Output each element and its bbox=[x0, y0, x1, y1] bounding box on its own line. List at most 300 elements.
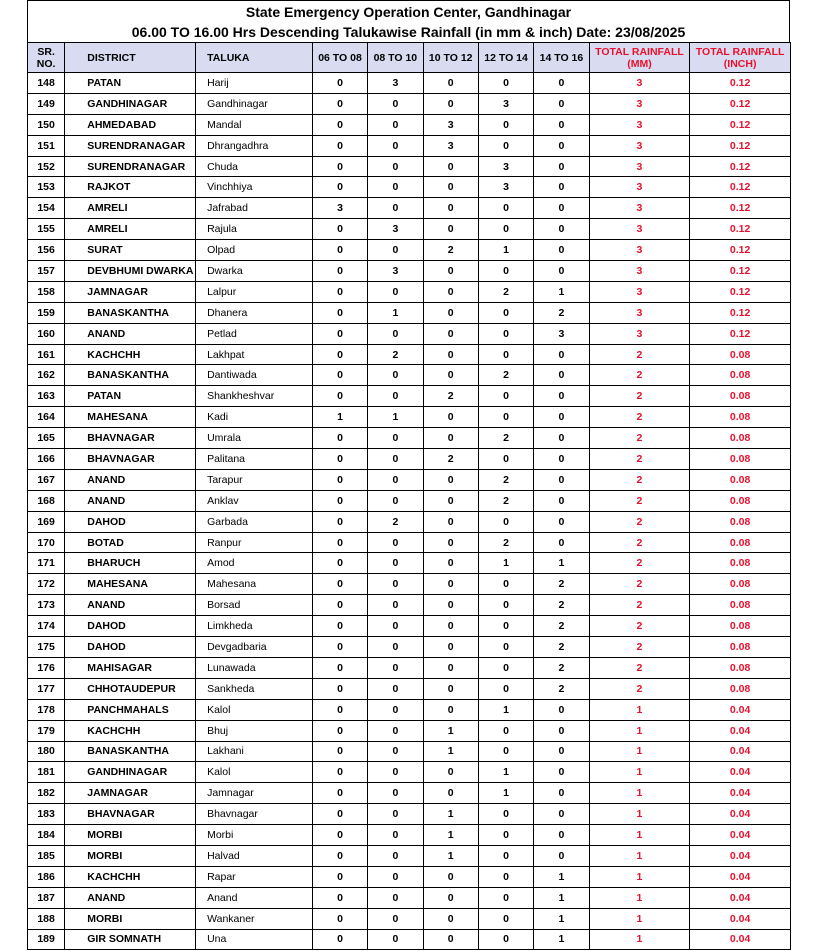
cell-district: ANAND bbox=[65, 595, 196, 616]
cell-total-mm: 2 bbox=[589, 657, 690, 678]
cell-total-mm: 2 bbox=[589, 449, 690, 470]
table-row bbox=[28, 783, 791, 804]
cell-rain-14-16: 0 bbox=[534, 449, 589, 470]
cell-rain-14-16: 2 bbox=[534, 616, 589, 637]
cell-rain-06-08: 0 bbox=[312, 929, 367, 950]
cell-rain-12-14: 2 bbox=[478, 469, 533, 490]
cell-rain-14-16: 0 bbox=[534, 741, 589, 762]
cell-sr-no: 153 bbox=[28, 177, 65, 198]
cell-total-inch: 0.08 bbox=[690, 344, 791, 365]
cell-rain-14-16: 0 bbox=[534, 699, 589, 720]
report-title-block bbox=[27, 0, 790, 42]
cell-district: PANCHMAHALS bbox=[65, 699, 196, 720]
cell-sr-no: 164 bbox=[28, 407, 65, 428]
header-06-08: 06 TO 08 bbox=[312, 43, 367, 73]
cell-sr-no: 159 bbox=[28, 302, 65, 323]
cell-district: BANASKANTHA bbox=[65, 302, 196, 323]
header-10-12: 10 TO 12 bbox=[423, 43, 478, 73]
cell-sr-no: 188 bbox=[28, 908, 65, 929]
cell-rain-06-08: 0 bbox=[312, 323, 367, 344]
table-row bbox=[28, 344, 791, 365]
cell-rain-10-12: 0 bbox=[423, 156, 478, 177]
table-row bbox=[28, 637, 791, 658]
cell-rain-14-16: 0 bbox=[534, 469, 589, 490]
table-row bbox=[28, 135, 791, 156]
cell-rain-06-08: 0 bbox=[312, 511, 367, 532]
table-row bbox=[28, 281, 791, 302]
cell-rain-10-12: 2 bbox=[423, 449, 478, 470]
cell-rain-12-14: 0 bbox=[478, 407, 533, 428]
rainfall-report bbox=[27, 0, 790, 950]
table-row bbox=[28, 804, 791, 825]
cell-district: MORBI bbox=[65, 908, 196, 929]
cell-sr-no: 161 bbox=[28, 344, 65, 365]
cell-sr-no: 169 bbox=[28, 511, 65, 532]
cell-rain-10-12: 1 bbox=[423, 741, 478, 762]
cell-district: MORBI bbox=[65, 825, 196, 846]
cell-district: ANAND bbox=[65, 887, 196, 908]
cell-rain-14-16: 0 bbox=[534, 511, 589, 532]
cell-total-mm: 3 bbox=[589, 156, 690, 177]
cell-rain-14-16: 2 bbox=[534, 637, 589, 658]
cell-sr-no: 177 bbox=[28, 678, 65, 699]
cell-district: PATAN bbox=[65, 386, 196, 407]
cell-taluka: Jamnagar bbox=[196, 783, 313, 804]
cell-rain-06-08: 0 bbox=[312, 553, 367, 574]
cell-rain-14-16: 0 bbox=[534, 177, 589, 198]
cell-rain-12-14: 0 bbox=[478, 302, 533, 323]
cell-rain-10-12: 0 bbox=[423, 365, 478, 386]
cell-taluka: Limkheda bbox=[196, 616, 313, 637]
cell-rain-10-12: 0 bbox=[423, 657, 478, 678]
cell-rain-10-12: 0 bbox=[423, 219, 478, 240]
header-total-mm: TOTAL RAINFALL (MM) bbox=[589, 43, 690, 73]
cell-rain-10-12: 0 bbox=[423, 511, 478, 532]
cell-rain-10-12: 0 bbox=[423, 93, 478, 114]
cell-total-mm: 3 bbox=[589, 219, 690, 240]
cell-rain-08-10: 0 bbox=[368, 156, 423, 177]
cell-rain-06-08: 0 bbox=[312, 240, 367, 261]
cell-taluka: Lalpur bbox=[196, 281, 313, 302]
cell-rain-12-14: 0 bbox=[478, 73, 533, 94]
cell-total-mm: 2 bbox=[589, 407, 690, 428]
cell-rain-06-08: 0 bbox=[312, 595, 367, 616]
cell-rain-06-08: 0 bbox=[312, 302, 367, 323]
cell-rain-14-16: 0 bbox=[534, 365, 589, 386]
table-row bbox=[28, 93, 791, 114]
cell-taluka: Petlad bbox=[196, 323, 313, 344]
cell-rain-12-14: 0 bbox=[478, 219, 533, 240]
cell-rain-12-14: 0 bbox=[478, 595, 533, 616]
cell-rain-08-10: 0 bbox=[368, 595, 423, 616]
cell-rain-14-16: 0 bbox=[534, 73, 589, 94]
cell-total-mm: 3 bbox=[589, 93, 690, 114]
cell-rain-10-12: 0 bbox=[423, 302, 478, 323]
table-row bbox=[28, 156, 791, 177]
cell-total-mm: 2 bbox=[589, 490, 690, 511]
cell-total-mm: 2 bbox=[589, 386, 690, 407]
cell-rain-12-14: 1 bbox=[478, 699, 533, 720]
cell-rain-06-08: 1 bbox=[312, 407, 367, 428]
cell-rain-06-08: 0 bbox=[312, 344, 367, 365]
cell-district: GANDHINAGAR bbox=[65, 93, 196, 114]
cell-total-mm: 1 bbox=[589, 929, 690, 950]
cell-total-inch: 0.04 bbox=[690, 825, 791, 846]
cell-total-inch: 0.08 bbox=[690, 511, 791, 532]
cell-sr-no: 148 bbox=[28, 73, 65, 94]
table-row bbox=[28, 887, 791, 908]
cell-rain-10-12: 3 bbox=[423, 135, 478, 156]
table-row bbox=[28, 386, 791, 407]
cell-total-mm: 2 bbox=[589, 553, 690, 574]
cell-total-inch: 0.08 bbox=[690, 469, 791, 490]
cell-rain-14-16: 0 bbox=[534, 825, 589, 846]
cell-rain-14-16: 0 bbox=[534, 783, 589, 804]
cell-sr-no: 152 bbox=[28, 156, 65, 177]
cell-rain-10-12: 0 bbox=[423, 699, 478, 720]
cell-total-mm: 3 bbox=[589, 281, 690, 302]
cell-rain-12-14: 2 bbox=[478, 428, 533, 449]
cell-total-mm: 1 bbox=[589, 825, 690, 846]
cell-total-inch: 0.08 bbox=[690, 657, 791, 678]
cell-rain-08-10: 0 bbox=[368, 720, 423, 741]
cell-taluka: Dwarka bbox=[196, 261, 313, 282]
cell-district: MAHESANA bbox=[65, 574, 196, 595]
cell-rain-06-08: 0 bbox=[312, 261, 367, 282]
cell-rain-06-08: 0 bbox=[312, 678, 367, 699]
cell-total-inch: 0.04 bbox=[690, 762, 791, 783]
cell-sr-no: 185 bbox=[28, 845, 65, 866]
cell-total-mm: 1 bbox=[589, 804, 690, 825]
cell-total-inch: 0.08 bbox=[690, 553, 791, 574]
cell-sr-no: 162 bbox=[28, 365, 65, 386]
cell-rain-08-10: 0 bbox=[368, 93, 423, 114]
cell-rain-08-10: 0 bbox=[368, 449, 423, 470]
rainfall-table bbox=[27, 42, 791, 950]
cell-total-mm: 2 bbox=[589, 428, 690, 449]
cell-rain-08-10: 0 bbox=[368, 177, 423, 198]
cell-rain-08-10: 0 bbox=[368, 532, 423, 553]
header-row bbox=[28, 43, 791, 73]
cell-rain-12-14: 3 bbox=[478, 156, 533, 177]
cell-sr-no: 165 bbox=[28, 428, 65, 449]
cell-total-inch: 0.04 bbox=[690, 804, 791, 825]
cell-rain-14-16: 2 bbox=[534, 595, 589, 616]
cell-total-mm: 3 bbox=[589, 323, 690, 344]
cell-taluka: Dhrangadhra bbox=[196, 135, 313, 156]
cell-taluka: Devgadbaria bbox=[196, 637, 313, 658]
cell-total-mm: 2 bbox=[589, 616, 690, 637]
cell-rain-10-12: 0 bbox=[423, 553, 478, 574]
cell-rain-10-12: 0 bbox=[423, 177, 478, 198]
cell-district: BANASKANTHA bbox=[65, 741, 196, 762]
cell-total-inch: 0.04 bbox=[690, 783, 791, 804]
cell-rain-06-08: 0 bbox=[312, 908, 367, 929]
cell-taluka: Umrala bbox=[196, 428, 313, 449]
cell-rain-08-10: 1 bbox=[368, 302, 423, 323]
cell-rain-14-16: 3 bbox=[534, 323, 589, 344]
cell-district: BHAVNAGAR bbox=[65, 428, 196, 449]
table-row bbox=[28, 574, 791, 595]
cell-rain-12-14: 0 bbox=[478, 741, 533, 762]
cell-sr-no: 166 bbox=[28, 449, 65, 470]
cell-rain-08-10: 3 bbox=[368, 73, 423, 94]
table-row bbox=[28, 302, 791, 323]
cell-rain-12-14: 3 bbox=[478, 177, 533, 198]
cell-rain-10-12: 1 bbox=[423, 804, 478, 825]
cell-rain-10-12: 0 bbox=[423, 344, 478, 365]
cell-rain-12-14: 2 bbox=[478, 281, 533, 302]
cell-sr-no: 186 bbox=[28, 866, 65, 887]
cell-rain-10-12: 0 bbox=[423, 490, 478, 511]
cell-rain-08-10: 0 bbox=[368, 804, 423, 825]
header-12-14: 12 TO 14 bbox=[478, 43, 533, 73]
cell-sr-no: 179 bbox=[28, 720, 65, 741]
cell-district: AMRELI bbox=[65, 198, 196, 219]
cell-rain-12-14: 0 bbox=[478, 574, 533, 595]
cell-rain-12-14: 3 bbox=[478, 93, 533, 114]
cell-rain-12-14: 0 bbox=[478, 866, 533, 887]
cell-total-mm: 2 bbox=[589, 678, 690, 699]
cell-rain-06-08: 0 bbox=[312, 866, 367, 887]
cell-total-inch: 0.08 bbox=[690, 637, 791, 658]
cell-rain-10-12: 0 bbox=[423, 595, 478, 616]
cell-total-mm: 2 bbox=[589, 595, 690, 616]
cell-total-mm: 1 bbox=[589, 741, 690, 762]
table-row bbox=[28, 407, 791, 428]
cell-rain-06-08: 0 bbox=[312, 720, 367, 741]
cell-sr-no: 175 bbox=[28, 637, 65, 658]
cell-sr-no: 182 bbox=[28, 783, 65, 804]
cell-taluka: Bhuj bbox=[196, 720, 313, 741]
cell-sr-no: 156 bbox=[28, 240, 65, 261]
cell-taluka: Borsad bbox=[196, 595, 313, 616]
cell-district: BANASKANTHA bbox=[65, 365, 196, 386]
table-row bbox=[28, 616, 791, 637]
cell-total-mm: 2 bbox=[589, 637, 690, 658]
cell-total-mm: 2 bbox=[589, 511, 690, 532]
table-row bbox=[28, 553, 791, 574]
cell-taluka: Vinchhiya bbox=[196, 177, 313, 198]
cell-sr-no: 180 bbox=[28, 741, 65, 762]
cell-total-mm: 1 bbox=[589, 699, 690, 720]
cell-sr-no: 187 bbox=[28, 887, 65, 908]
cell-total-inch: 0.04 bbox=[690, 741, 791, 762]
cell-sr-no: 154 bbox=[28, 198, 65, 219]
cell-rain-08-10: 0 bbox=[368, 323, 423, 344]
table-row bbox=[28, 595, 791, 616]
cell-rain-10-12: 1 bbox=[423, 825, 478, 846]
cell-district: ANAND bbox=[65, 490, 196, 511]
cell-taluka: Anklav bbox=[196, 490, 313, 511]
cell-taluka: Harij bbox=[196, 73, 313, 94]
cell-taluka: Olpad bbox=[196, 240, 313, 261]
cell-sr-no: 167 bbox=[28, 469, 65, 490]
cell-rain-08-10: 2 bbox=[368, 511, 423, 532]
cell-district: AHMEDABAD bbox=[65, 114, 196, 135]
cell-rain-08-10: 0 bbox=[368, 198, 423, 219]
cell-total-inch: 0.08 bbox=[690, 407, 791, 428]
cell-rain-10-12: 0 bbox=[423, 281, 478, 302]
table-row bbox=[28, 699, 791, 720]
cell-total-mm: 3 bbox=[589, 302, 690, 323]
cell-rain-06-08: 0 bbox=[312, 156, 367, 177]
cell-rain-06-08: 0 bbox=[312, 887, 367, 908]
table-row bbox=[28, 762, 791, 783]
cell-district: MAHISAGAR bbox=[65, 657, 196, 678]
cell-rain-12-14: 0 bbox=[478, 114, 533, 135]
report-title: State Emergency Operation Center, Gandhinagar bbox=[245, 4, 572, 20]
cell-taluka: Lunawada bbox=[196, 657, 313, 678]
cell-district: GIR SOMNATH bbox=[65, 929, 196, 950]
cell-taluka: Kalol bbox=[196, 699, 313, 720]
table-row bbox=[28, 365, 791, 386]
table-row bbox=[28, 261, 791, 282]
cell-rain-10-12: 0 bbox=[423, 929, 478, 950]
table-row bbox=[28, 469, 791, 490]
cell-rain-08-10: 0 bbox=[368, 762, 423, 783]
cell-sr-no: 163 bbox=[28, 386, 65, 407]
table-row bbox=[28, 908, 791, 929]
cell-rain-08-10: 0 bbox=[368, 553, 423, 574]
cell-district: DAHOD bbox=[65, 616, 196, 637]
cell-sr-no: 160 bbox=[28, 323, 65, 344]
cell-rain-08-10: 0 bbox=[368, 365, 423, 386]
cell-taluka: Dhanera bbox=[196, 302, 313, 323]
cell-rain-12-14: 1 bbox=[478, 783, 533, 804]
cell-rain-10-12: 0 bbox=[423, 866, 478, 887]
header-sr-no: SR. NO. bbox=[28, 43, 65, 73]
cell-district: RAJKOT bbox=[65, 177, 196, 198]
cell-total-inch: 0.08 bbox=[690, 386, 791, 407]
cell-taluka: Rapar bbox=[196, 866, 313, 887]
cell-rain-06-08: 0 bbox=[312, 532, 367, 553]
header-total-inch: TOTAL RAINFALL (INCH) bbox=[690, 43, 791, 73]
cell-rain-12-14: 1 bbox=[478, 762, 533, 783]
cell-rain-14-16: 1 bbox=[534, 553, 589, 574]
cell-rain-08-10: 0 bbox=[368, 114, 423, 135]
cell-taluka: Halvad bbox=[196, 845, 313, 866]
cell-rain-10-12: 0 bbox=[423, 616, 478, 637]
cell-rain-06-08: 0 bbox=[312, 804, 367, 825]
cell-total-mm: 3 bbox=[589, 135, 690, 156]
cell-taluka: Gandhinagar bbox=[196, 93, 313, 114]
cell-total-mm: 3 bbox=[589, 73, 690, 94]
cell-sr-no: 173 bbox=[28, 595, 65, 616]
cell-district: PATAN bbox=[65, 73, 196, 94]
cell-total-inch: 0.04 bbox=[690, 929, 791, 950]
cell-district: DEVBHUMI DWARKA bbox=[65, 261, 196, 282]
cell-rain-06-08: 0 bbox=[312, 114, 367, 135]
cell-rain-06-08: 0 bbox=[312, 386, 367, 407]
cell-total-inch: 0.08 bbox=[690, 532, 791, 553]
cell-sr-no: 168 bbox=[28, 490, 65, 511]
cell-rain-10-12: 0 bbox=[423, 323, 478, 344]
table-row bbox=[28, 929, 791, 950]
table-row bbox=[28, 532, 791, 553]
cell-total-mm: 3 bbox=[589, 198, 690, 219]
cell-rain-12-14: 0 bbox=[478, 678, 533, 699]
cell-rain-08-10: 1 bbox=[368, 407, 423, 428]
cell-rain-14-16: 0 bbox=[534, 156, 589, 177]
cell-rain-06-08: 0 bbox=[312, 699, 367, 720]
table-row bbox=[28, 845, 791, 866]
cell-rain-12-14: 2 bbox=[478, 532, 533, 553]
cell-taluka: Kadi bbox=[196, 407, 313, 428]
cell-taluka: Una bbox=[196, 929, 313, 950]
cell-taluka: Mahesana bbox=[196, 574, 313, 595]
cell-rain-06-08: 0 bbox=[312, 657, 367, 678]
cell-rain-12-14: 2 bbox=[478, 365, 533, 386]
cell-total-mm: 2 bbox=[589, 344, 690, 365]
cell-sr-no: 158 bbox=[28, 281, 65, 302]
cell-rain-06-08: 0 bbox=[312, 469, 367, 490]
cell-taluka: Dantiwada bbox=[196, 365, 313, 386]
cell-sr-no: 183 bbox=[28, 804, 65, 825]
cell-rain-08-10: 0 bbox=[368, 783, 423, 804]
cell-rain-14-16: 0 bbox=[534, 386, 589, 407]
table-row bbox=[28, 657, 791, 678]
cell-total-inch: 0.08 bbox=[690, 365, 791, 386]
cell-district: ANAND bbox=[65, 323, 196, 344]
cell-rain-10-12: 1 bbox=[423, 720, 478, 741]
cell-taluka: Kalol bbox=[196, 762, 313, 783]
cell-total-inch: 0.12 bbox=[690, 73, 791, 94]
cell-rain-08-10: 0 bbox=[368, 574, 423, 595]
cell-district: SURENDRANAGAR bbox=[65, 156, 196, 177]
cell-total-inch: 0.08 bbox=[690, 428, 791, 449]
cell-total-inch: 0.12 bbox=[690, 219, 791, 240]
cell-rain-12-14: 0 bbox=[478, 657, 533, 678]
report-subtitle: 06.00 TO 16.00 Hrs Descending Talukawise Rainfall (in mm & inch) Date: 23/08/2025 bbox=[131, 24, 686, 40]
cell-rain-12-14: 0 bbox=[478, 887, 533, 908]
table-row bbox=[28, 198, 791, 219]
cell-total-inch: 0.12 bbox=[690, 135, 791, 156]
cell-rain-06-08: 0 bbox=[312, 93, 367, 114]
cell-district: BHAVNAGAR bbox=[65, 449, 196, 470]
cell-rain-14-16: 0 bbox=[534, 344, 589, 365]
cell-rain-08-10: 0 bbox=[368, 135, 423, 156]
cell-district: BHAVNAGAR bbox=[65, 804, 196, 825]
cell-rain-06-08: 0 bbox=[312, 428, 367, 449]
cell-rain-06-08: 0 bbox=[312, 825, 367, 846]
cell-district: CHHOTAUDEPUR bbox=[65, 678, 196, 699]
cell-total-inch: 0.04 bbox=[690, 845, 791, 866]
cell-total-mm: 1 bbox=[589, 887, 690, 908]
cell-rain-12-14: 0 bbox=[478, 804, 533, 825]
cell-sr-no: 178 bbox=[28, 699, 65, 720]
cell-rain-08-10: 0 bbox=[368, 825, 423, 846]
cell-rain-06-08: 0 bbox=[312, 762, 367, 783]
cell-taluka: Jafrabad bbox=[196, 198, 313, 219]
cell-rain-06-08: 0 bbox=[312, 845, 367, 866]
cell-rain-10-12: 0 bbox=[423, 783, 478, 804]
cell-total-inch: 0.12 bbox=[690, 156, 791, 177]
cell-total-inch: 0.12 bbox=[690, 198, 791, 219]
cell-district: JAMNAGAR bbox=[65, 281, 196, 302]
cell-rain-14-16: 1 bbox=[534, 866, 589, 887]
cell-rain-10-12: 0 bbox=[423, 637, 478, 658]
cell-rain-06-08: 0 bbox=[312, 783, 367, 804]
cell-taluka: Morbi bbox=[196, 825, 313, 846]
cell-rain-08-10: 3 bbox=[368, 261, 423, 282]
cell-taluka: Lakhpat bbox=[196, 344, 313, 365]
cell-rain-14-16: 0 bbox=[534, 198, 589, 219]
cell-rain-12-14: 1 bbox=[478, 240, 533, 261]
cell-rain-08-10: 0 bbox=[368, 469, 423, 490]
cell-rain-14-16: 0 bbox=[534, 240, 589, 261]
cell-rain-08-10: 3 bbox=[368, 219, 423, 240]
